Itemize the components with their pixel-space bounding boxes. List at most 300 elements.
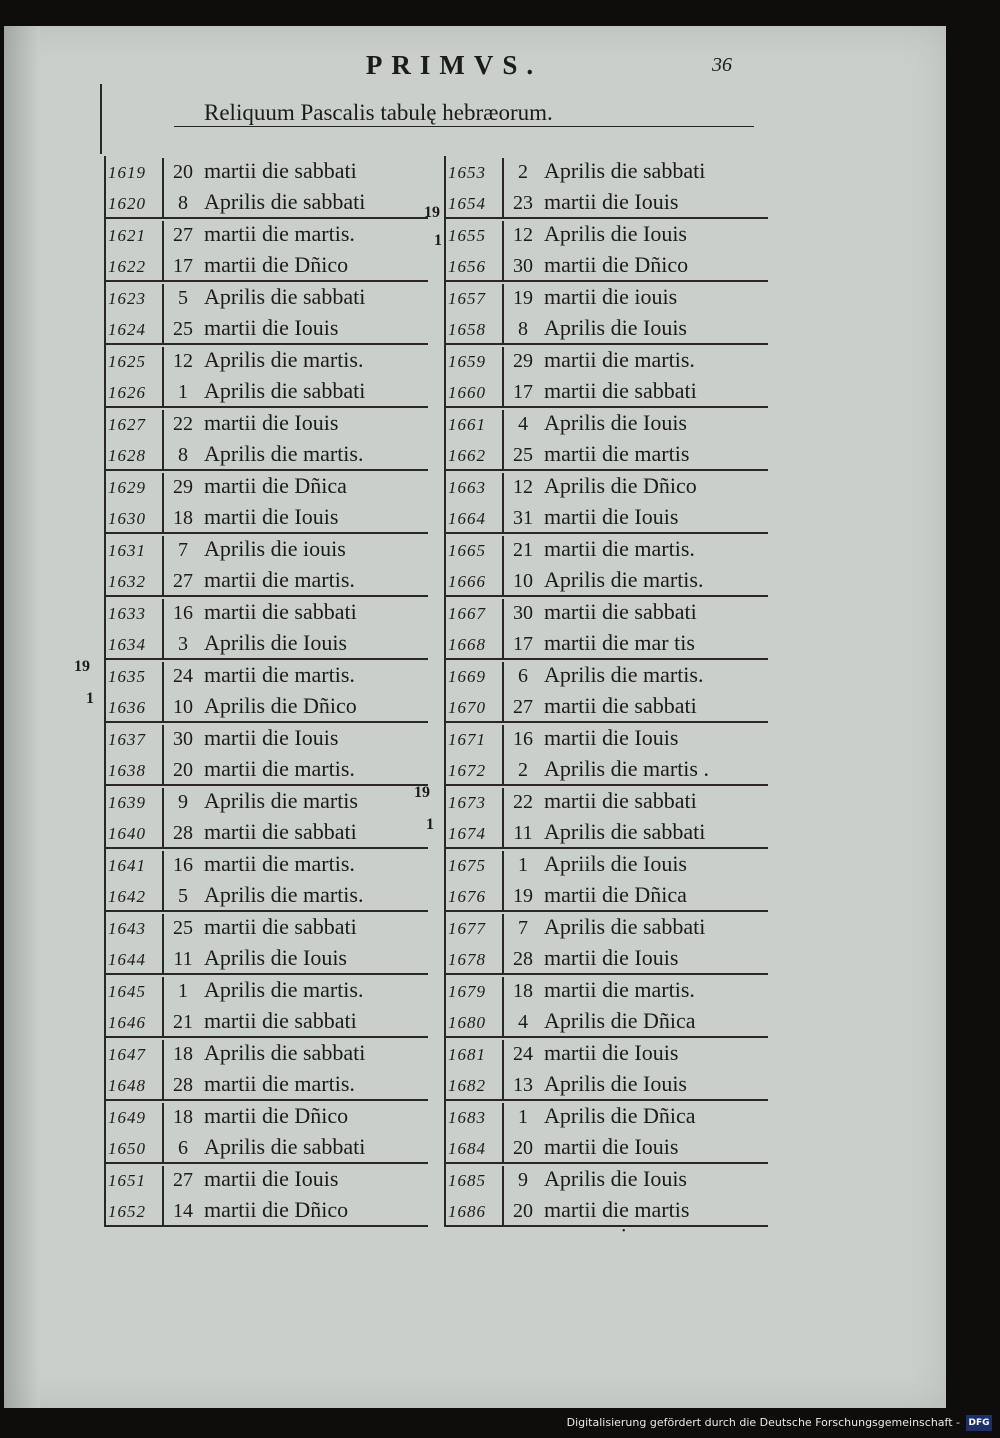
- book-page: [4, 26, 946, 1408]
- year-pair-group: [106, 660, 428, 723]
- margin-rule: [100, 84, 102, 154]
- date-cell: Aprilis die Dñico: [204, 692, 357, 718]
- day-cell: 17: [173, 254, 193, 277]
- easter-date-row: [446, 156, 768, 187]
- year-cell: 1642: [106, 882, 164, 913]
- date-cell: martii die sabbati: [544, 599, 697, 624]
- page-title: PRIMVS.: [365, 50, 543, 80]
- easter-date-row: [446, 723, 768, 754]
- year-cell: 1624: [106, 315, 164, 346]
- date-cell: Aprilis die Iouis: [544, 314, 687, 340]
- date-cell: Aprilis die Iouis: [544, 221, 687, 246]
- easter-date-row: [106, 439, 428, 470]
- day-cell: 28: [513, 947, 533, 970]
- year-cell: 1647: [106, 1040, 164, 1071]
- date-cell: Aprilis die sabbati: [204, 1040, 366, 1065]
- margin-note-cycle: 19: [414, 784, 430, 801]
- easter-date-row: [446, 1132, 768, 1163]
- year-pair-group: [106, 912, 428, 975]
- year-cell: 1625: [106, 347, 164, 378]
- year-pair-group: [446, 156, 768, 219]
- day-cell: 12: [513, 224, 533, 246]
- year-cell: 1632: [106, 567, 164, 598]
- year-cell: 1676: [446, 882, 504, 913]
- easter-date-row: [106, 660, 428, 691]
- year-cell: 1652: [106, 1197, 164, 1228]
- day-cell: 20: [173, 161, 193, 183]
- date-cell: martii die sabbati: [204, 914, 357, 939]
- day-cell: 8: [178, 443, 188, 466]
- easter-date-row: [106, 156, 428, 187]
- day-cell: 19: [513, 884, 533, 907]
- easter-date-row: [106, 1101, 428, 1132]
- day-cell: 27: [173, 1169, 193, 1191]
- day-cell: 25: [173, 317, 193, 340]
- date-cell: martii die Iouis: [204, 410, 339, 435]
- table-caption: Reliquum Pascalis tabulę hebræorum.: [204, 100, 553, 125]
- easter-date-row: [446, 1101, 768, 1132]
- year-pair-group: [106, 219, 428, 282]
- year-cell: 1655: [446, 221, 504, 252]
- day-cell: 28: [173, 821, 193, 844]
- date-cell: Aprilis die sabbati: [204, 284, 366, 309]
- easter-date-row: [446, 628, 768, 659]
- date-cell: martii die martis.: [544, 977, 695, 1002]
- day-cell: 14: [173, 1199, 193, 1222]
- date-cell: martii die martis.: [544, 536, 695, 561]
- easter-date-row: [446, 849, 768, 880]
- date-cell: martii die Dñico: [204, 251, 349, 277]
- year-cell: 1668: [446, 630, 504, 661]
- caption-rule: [174, 126, 754, 127]
- date-cell: martii die Iouis: [544, 188, 679, 214]
- day-cell: 6: [178, 1136, 188, 1159]
- day-cell: 16: [173, 854, 193, 876]
- day-cell: 28: [173, 1073, 193, 1096]
- date-cell: martii die mar tis: [544, 629, 695, 655]
- date-cell: Aprilis die Iouis: [544, 410, 687, 435]
- year-cell: 1629: [106, 473, 164, 504]
- year-pair-group: [446, 345, 768, 408]
- year-pair-group: [106, 156, 428, 219]
- year-cell: 1686: [446, 1197, 504, 1228]
- year-pair-group: [106, 471, 428, 534]
- margin-note-cycle: 19: [424, 204, 440, 221]
- date-cell: martii die sabbati: [204, 599, 357, 624]
- easter-date-row: [446, 1069, 768, 1100]
- year-cell: 1650: [106, 1134, 164, 1165]
- easter-date-row: [446, 1038, 768, 1069]
- year-cell: 1666: [446, 567, 504, 598]
- easter-date-row: [446, 219, 768, 250]
- easter-date-row: [106, 817, 428, 848]
- year-pair-group: [106, 1164, 428, 1227]
- year-cell: 1639: [106, 788, 164, 819]
- year-pair-group: [106, 975, 428, 1038]
- day-cell: 9: [518, 1169, 528, 1191]
- day-cell: 30: [513, 602, 533, 624]
- easter-date-row: [106, 975, 428, 1006]
- year-cell: 1634: [106, 630, 164, 661]
- date-cell: Aprilis die martis.: [544, 662, 704, 687]
- dfg-logo: DFG: [966, 1415, 992, 1431]
- year-cell: 1682: [446, 1071, 504, 1102]
- day-cell: 29: [513, 350, 533, 372]
- day-cell: 18: [173, 1043, 193, 1065]
- easter-date-row: [106, 1006, 428, 1037]
- day-cell: 12: [513, 476, 533, 498]
- easter-date-row: [446, 1164, 768, 1195]
- date-cell: martii die sabbati: [204, 1007, 357, 1033]
- date-cell: martii die Iouis: [204, 1166, 339, 1191]
- date-cell: martii die martis.: [204, 851, 355, 876]
- year-pair-group: [106, 282, 428, 345]
- date-cell: Aprilis die martis .: [544, 755, 709, 781]
- year-cell: 1660: [446, 378, 504, 409]
- date-cell: martii die martis: [544, 1196, 690, 1222]
- day-cell: 16: [173, 602, 193, 624]
- year-pair-group: [446, 912, 768, 975]
- easter-date-row: [446, 660, 768, 691]
- date-cell: martii die martis.: [204, 662, 355, 687]
- year-cell: 1651: [106, 1166, 164, 1197]
- day-cell: 20: [513, 1136, 533, 1159]
- year-cell: 1673: [446, 788, 504, 819]
- year-pair-group: [446, 282, 768, 345]
- year-pair-group: [446, 408, 768, 471]
- day-cell: 25: [173, 917, 193, 939]
- easter-date-row: [106, 471, 428, 502]
- easter-date-row: [106, 565, 428, 596]
- year-cell: 1662: [446, 441, 504, 472]
- date-cell: martii die sabbati: [544, 692, 697, 718]
- date-cell: martii die Iouis: [544, 725, 679, 750]
- date-cell: Aprilis die martis: [204, 788, 358, 813]
- easter-date-row: [106, 345, 428, 376]
- year-cell: 1685: [446, 1166, 504, 1197]
- date-cell: martii die martis.: [204, 755, 355, 781]
- day-cell: 20: [173, 758, 193, 781]
- date-cell: martii die Dñica: [544, 881, 687, 907]
- date-cell: Aprilis die martis.: [544, 566, 704, 592]
- day-cell: 10: [513, 569, 533, 592]
- day-cell: 12: [173, 350, 193, 372]
- year-cell: 1633: [106, 599, 164, 630]
- year-cell: 1659: [446, 347, 504, 378]
- year-cell: 1635: [106, 662, 164, 693]
- easter-date-row: [106, 880, 428, 911]
- year-pair-group: [106, 408, 428, 471]
- year-cell: 1681: [446, 1040, 504, 1071]
- day-cell: 21: [173, 1010, 193, 1033]
- easter-date-row: [446, 565, 768, 596]
- date-cell: martii die Dñico: [544, 251, 689, 277]
- easter-date-row: [446, 880, 768, 911]
- day-cell: 20: [513, 1199, 533, 1222]
- year-cell: 1656: [446, 252, 504, 283]
- easter-date-row: [446, 313, 768, 344]
- page-gutter-shadow: [4, 26, 40, 1408]
- date-cell: Aprilis die Iouis: [544, 1070, 687, 1096]
- year-pair-group: [446, 786, 768, 849]
- day-cell: 6: [518, 665, 528, 687]
- day-cell: 9: [178, 791, 188, 813]
- easter-date-row: [446, 345, 768, 376]
- date-cell: martii die martis.: [544, 347, 695, 372]
- digitization-credit: Digitalisierung gefördert durch die Deutsche Forschungsgemeinschaft -: [566, 1416, 960, 1429]
- day-cell: 22: [513, 791, 533, 813]
- right-easter-table: [444, 156, 768, 1227]
- date-cell: martii die sabbati: [544, 377, 697, 403]
- year-cell: 1622: [106, 252, 164, 283]
- easter-date-row: [106, 1038, 428, 1069]
- year-pair-group: [446, 597, 768, 660]
- year-cell: 1684: [446, 1134, 504, 1165]
- day-cell: 5: [178, 884, 188, 907]
- date-cell: Apriils die Iouis: [544, 851, 687, 876]
- year-cell: 1658: [446, 315, 504, 346]
- easter-date-row: [106, 219, 428, 250]
- date-cell: martii die Dñica: [204, 473, 347, 498]
- easter-date-row: [446, 943, 768, 974]
- year-cell: 1640: [106, 819, 164, 850]
- easter-date-row: [106, 691, 428, 722]
- day-cell: 18: [513, 980, 533, 1002]
- ink-mark: •: [622, 1226, 626, 1237]
- year-cell: 1669: [446, 662, 504, 693]
- year-cell: 1621: [106, 221, 164, 252]
- date-cell: Aprilis die martis.: [204, 440, 364, 466]
- date-cell: Aprilis die martis.: [204, 977, 364, 1002]
- day-cell: 4: [518, 413, 528, 435]
- year-pair-group: [446, 1101, 768, 1164]
- year-cell: 1654: [446, 189, 504, 220]
- date-cell: Aprilis die Iouis: [544, 1166, 687, 1191]
- day-cell: 10: [173, 695, 193, 718]
- easter-date-row: [446, 471, 768, 502]
- day-cell: 16: [513, 728, 533, 750]
- date-cell: Aprilis die sabbati: [204, 377, 366, 403]
- year-cell: 1641: [106, 851, 164, 882]
- margin-note-cycle: 1: [434, 232, 442, 249]
- year-pair-group: [106, 345, 428, 408]
- easter-date-row: [106, 912, 428, 943]
- date-cell: martii die Iouis: [204, 503, 339, 529]
- date-cell: martii die martis.: [204, 221, 355, 246]
- day-cell: 2: [518, 161, 528, 183]
- easter-date-row: [446, 786, 768, 817]
- page-number: 36: [712, 54, 732, 76]
- easter-date-row: [446, 250, 768, 281]
- date-cell: Aprilis die sabbati: [544, 158, 706, 183]
- easter-date-row: [446, 502, 768, 533]
- easter-date-row: [106, 187, 428, 218]
- easter-date-row: [446, 187, 768, 218]
- easter-date-row: [106, 408, 428, 439]
- day-cell: 17: [513, 632, 533, 655]
- year-pair-group: [446, 660, 768, 723]
- day-cell: 27: [513, 695, 533, 718]
- year-cell: 1664: [446, 504, 504, 535]
- day-cell: 22: [173, 413, 193, 435]
- left-easter-table: [104, 156, 428, 1227]
- date-cell: martii die Iouis: [544, 944, 679, 970]
- year-cell: 1631: [106, 536, 164, 567]
- date-cell: Aprilis die sabbati: [544, 818, 706, 844]
- easter-date-row: [106, 1069, 428, 1100]
- easter-date-row: [106, 1164, 428, 1195]
- year-pair-group: [446, 723, 768, 786]
- year-cell: 1667: [446, 599, 504, 630]
- year-cell: 1683: [446, 1103, 504, 1134]
- year-cell: 1637: [106, 725, 164, 756]
- easter-date-row: [446, 282, 768, 313]
- day-cell: 27: [173, 569, 193, 592]
- date-cell: martii die Iouis: [204, 314, 339, 340]
- year-cell: 1627: [106, 410, 164, 441]
- easter-date-row: [106, 313, 428, 344]
- day-cell: 17: [513, 380, 533, 403]
- date-cell: Aprilis die martis.: [204, 347, 364, 372]
- year-cell: 1649: [106, 1103, 164, 1134]
- year-cell: 1678: [446, 945, 504, 976]
- year-cell: 1645: [106, 977, 164, 1008]
- year-cell: 1648: [106, 1071, 164, 1102]
- date-cell: martii die martis.: [204, 566, 355, 592]
- date-cell: Aprilis die iouis: [204, 536, 346, 561]
- easter-date-row: [106, 754, 428, 785]
- year-pair-group: [106, 534, 428, 597]
- easter-date-row: [446, 975, 768, 1006]
- easter-date-row: [106, 502, 428, 533]
- day-cell: 7: [178, 539, 188, 561]
- day-cell: 4: [518, 1010, 528, 1033]
- year-pair-group: [106, 1038, 428, 1101]
- easter-date-row: [446, 912, 768, 943]
- day-cell: 19: [513, 287, 533, 309]
- easter-date-row: [106, 849, 428, 880]
- easter-date-row: [446, 817, 768, 848]
- year-cell: 1661: [446, 410, 504, 441]
- easter-date-row: [106, 786, 428, 817]
- year-pair-group: [106, 597, 428, 660]
- day-cell: 18: [173, 506, 193, 529]
- easter-date-row: [106, 943, 428, 974]
- year-pair-group: [446, 534, 768, 597]
- date-cell: martii die sabbati: [544, 788, 697, 813]
- date-cell: martii die Dñico: [204, 1196, 349, 1222]
- date-cell: Aprilis die sabbati: [544, 914, 706, 939]
- year-cell: 1619: [106, 158, 164, 189]
- margin-note-cycle: 1: [86, 690, 94, 707]
- year-cell: 1646: [106, 1008, 164, 1039]
- year-cell: 1623: [106, 284, 164, 315]
- day-cell: 1: [518, 854, 528, 876]
- year-cell: 1657: [446, 284, 504, 315]
- year-cell: 1644: [106, 945, 164, 976]
- easter-date-row: [446, 754, 768, 785]
- year-pair-group: [446, 1164, 768, 1227]
- year-cell: 1677: [446, 914, 504, 945]
- year-cell: 1665: [446, 536, 504, 567]
- running-head: [4, 50, 946, 90]
- day-cell: 13: [513, 1073, 533, 1096]
- date-cell: Aprilis die Dñica: [544, 1103, 696, 1128]
- easter-date-row: [106, 534, 428, 565]
- date-cell: martii die Iouis: [544, 503, 679, 529]
- date-cell: Aprilis die Dñico: [544, 473, 697, 498]
- date-cell: Aprilis die sabbati: [204, 1133, 366, 1159]
- day-cell: 24: [513, 1043, 533, 1065]
- margin-note-cycle: 1: [426, 816, 434, 833]
- date-cell: Aprilis die Iouis: [204, 944, 347, 970]
- easter-date-row: [106, 1195, 428, 1226]
- date-cell: martii die Iouis: [204, 725, 339, 750]
- day-cell: 31: [513, 506, 533, 529]
- day-cell: 30: [173, 728, 193, 750]
- day-cell: 25: [513, 443, 533, 466]
- day-cell: 11: [513, 821, 533, 844]
- year-pair-group: [106, 849, 428, 912]
- year-cell: 1653: [446, 158, 504, 189]
- year-cell: 1670: [446, 693, 504, 724]
- day-cell: 30: [513, 254, 533, 277]
- date-cell: Aprilis die sabbati: [204, 188, 366, 214]
- year-pair-group: [106, 723, 428, 786]
- date-cell: martii die martis.: [204, 1070, 355, 1096]
- easter-date-row: [106, 628, 428, 659]
- day-cell: 7: [518, 917, 528, 939]
- date-cell: martii die sabbati: [204, 158, 357, 183]
- date-cell: martii die martis: [544, 440, 690, 466]
- date-cell: Aprilis die martis.: [204, 881, 364, 907]
- year-cell: 1643: [106, 914, 164, 945]
- date-cell: martii die sabbati: [204, 818, 357, 844]
- easter-date-row: [446, 1006, 768, 1037]
- day-cell: 23: [513, 191, 533, 214]
- date-cell: martii die Dñico: [204, 1103, 349, 1128]
- year-cell: 1636: [106, 693, 164, 724]
- day-cell: 11: [173, 947, 193, 970]
- day-cell: 1: [178, 980, 188, 1002]
- year-cell: 1663: [446, 473, 504, 504]
- date-cell: Aprilis die Iouis: [204, 629, 347, 655]
- easter-date-row: [446, 691, 768, 722]
- year-pair-group: [446, 975, 768, 1038]
- day-cell: 27: [173, 224, 193, 246]
- date-cell: martii die Iouis: [544, 1133, 679, 1159]
- easter-date-row: [106, 376, 428, 407]
- year-cell: 1679: [446, 977, 504, 1008]
- easter-date-row: [446, 534, 768, 565]
- easter-date-row: [446, 597, 768, 628]
- easter-date-row: [106, 723, 428, 754]
- day-cell: 18: [173, 1106, 193, 1128]
- day-cell: 8: [518, 317, 528, 340]
- easter-date-row: [446, 439, 768, 470]
- easter-date-row: [446, 376, 768, 407]
- year-pair-group: [106, 786, 428, 849]
- day-cell: 8: [178, 191, 188, 214]
- date-cell: martii die Iouis: [544, 1040, 679, 1065]
- date-cell: martii die iouis: [544, 284, 678, 309]
- easter-date-row: [106, 250, 428, 281]
- easter-date-row: [446, 1195, 768, 1226]
- year-cell: 1628: [106, 441, 164, 472]
- easter-date-row: [106, 1132, 428, 1163]
- day-cell: 1: [178, 380, 188, 403]
- day-cell: 21: [513, 539, 533, 561]
